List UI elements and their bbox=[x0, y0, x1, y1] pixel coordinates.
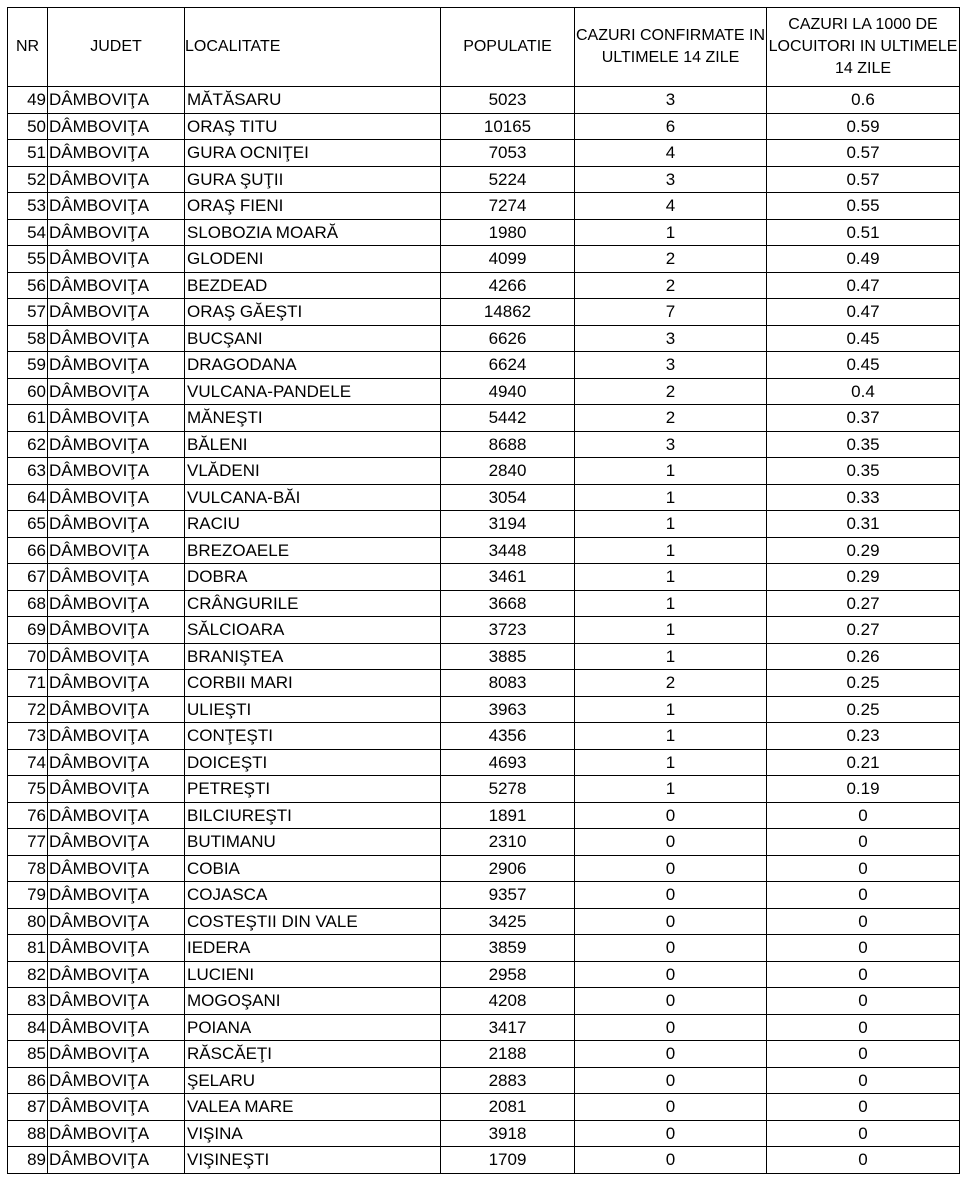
header-populatie: POPULATIE bbox=[441, 8, 575, 87]
cell-cases: 1 bbox=[575, 617, 767, 644]
cell-cases: 0 bbox=[575, 855, 767, 882]
cell-populatie: 3194 bbox=[441, 511, 575, 538]
cell-judet: DÂMBOVIŢA bbox=[48, 537, 185, 564]
cell-rate: 0.27 bbox=[767, 617, 960, 644]
cell-rate: 0.19 bbox=[767, 776, 960, 803]
cell-rate: 0 bbox=[767, 1041, 960, 1068]
cell-nr: 57 bbox=[8, 299, 48, 326]
cell-cases: 0 bbox=[575, 935, 767, 962]
cell-nr: 73 bbox=[8, 723, 48, 750]
cell-populatie: 5023 bbox=[441, 87, 575, 114]
cell-rate: 0 bbox=[767, 961, 960, 988]
cell-nr: 85 bbox=[8, 1041, 48, 1068]
table-row bbox=[8, 749, 960, 776]
cell-rate: 0.29 bbox=[767, 564, 960, 591]
table-row bbox=[8, 935, 960, 962]
table-row bbox=[8, 643, 960, 670]
cell-nr: 58 bbox=[8, 325, 48, 352]
cell-populatie: 4356 bbox=[441, 723, 575, 750]
cell-rate: 0.35 bbox=[767, 431, 960, 458]
cell-populatie: 4099 bbox=[441, 246, 575, 273]
cell-judet: DÂMBOVIŢA bbox=[48, 670, 185, 697]
cell-rate: 0.49 bbox=[767, 246, 960, 273]
cell-nr: 79 bbox=[8, 882, 48, 909]
cell-judet: DÂMBOVIŢA bbox=[48, 405, 185, 432]
cell-judet: DÂMBOVIŢA bbox=[48, 988, 185, 1015]
cell-localitate: DRAGODANA bbox=[185, 352, 441, 379]
cell-localitate: ULIEŞTI bbox=[185, 696, 441, 723]
header-row bbox=[8, 8, 960, 87]
cell-cases: 2 bbox=[575, 405, 767, 432]
cell-judet: DÂMBOVIŢA bbox=[48, 961, 185, 988]
cell-nr: 70 bbox=[8, 643, 48, 670]
cell-localitate: VIŞINA bbox=[185, 1120, 441, 1147]
table-row bbox=[8, 1120, 960, 1147]
cell-nr: 67 bbox=[8, 564, 48, 591]
cell-nr: 82 bbox=[8, 961, 48, 988]
cell-populatie: 2906 bbox=[441, 855, 575, 882]
cell-cases: 1 bbox=[575, 458, 767, 485]
cell-localitate: IEDERA bbox=[185, 935, 441, 962]
table-row bbox=[8, 1094, 960, 1121]
cell-populatie: 1980 bbox=[441, 219, 575, 246]
table-row bbox=[8, 1147, 960, 1174]
cell-judet: DÂMBOVIŢA bbox=[48, 1120, 185, 1147]
cell-populatie: 9357 bbox=[441, 882, 575, 909]
cell-populatie: 3668 bbox=[441, 590, 575, 617]
cell-cases: 6 bbox=[575, 113, 767, 140]
table-row bbox=[8, 564, 960, 591]
cell-rate: 0 bbox=[767, 1094, 960, 1121]
table-body bbox=[8, 87, 960, 1174]
table-row bbox=[8, 961, 960, 988]
cell-cases: 4 bbox=[575, 140, 767, 167]
cell-cases: 3 bbox=[575, 166, 767, 193]
cell-localitate: VLĂDENI bbox=[185, 458, 441, 485]
cell-nr: 75 bbox=[8, 776, 48, 803]
cell-localitate: BILCIUREŞTI bbox=[185, 802, 441, 829]
cell-nr: 78 bbox=[8, 855, 48, 882]
cell-cases: 2 bbox=[575, 246, 767, 273]
cell-cases: 0 bbox=[575, 882, 767, 909]
table-row bbox=[8, 272, 960, 299]
cell-rate: 0 bbox=[767, 1014, 960, 1041]
table-row bbox=[8, 458, 960, 485]
table-row bbox=[8, 87, 960, 114]
cell-populatie: 8083 bbox=[441, 670, 575, 697]
cell-localitate: RACIU bbox=[185, 511, 441, 538]
table-row bbox=[8, 219, 960, 246]
cell-nr: 61 bbox=[8, 405, 48, 432]
cell-localitate: SLOBOZIA MOARĂ bbox=[185, 219, 441, 246]
cell-localitate: CONŢEŞTI bbox=[185, 723, 441, 750]
cell-populatie: 2081 bbox=[441, 1094, 575, 1121]
cell-cases: 3 bbox=[575, 87, 767, 114]
cell-cases: 0 bbox=[575, 1094, 767, 1121]
cell-cases: 1 bbox=[575, 696, 767, 723]
cell-judet: DÂMBOVIŢA bbox=[48, 166, 185, 193]
cell-rate: 0.57 bbox=[767, 166, 960, 193]
header-rate-per-1000: CAZURI LA 1000 DE LOCUITORI IN ULTIMELE 14 ZILE bbox=[767, 8, 960, 87]
cell-populatie: 3918 bbox=[441, 1120, 575, 1147]
cell-judet: DÂMBOVIŢA bbox=[48, 643, 185, 670]
cell-populatie: 14862 bbox=[441, 299, 575, 326]
cell-localitate: VALEA MARE bbox=[185, 1094, 441, 1121]
cell-judet: DÂMBOVIŢA bbox=[48, 696, 185, 723]
header-judet: JUDET bbox=[48, 8, 185, 87]
cell-cases: 3 bbox=[575, 352, 767, 379]
table-row bbox=[8, 1041, 960, 1068]
cell-cases: 7 bbox=[575, 299, 767, 326]
header-nr: NR bbox=[8, 8, 48, 87]
cell-localitate: BEZDEAD bbox=[185, 272, 441, 299]
cell-nr: 86 bbox=[8, 1067, 48, 1094]
cell-cases: 1 bbox=[575, 484, 767, 511]
cell-cases: 1 bbox=[575, 564, 767, 591]
cell-judet: DÂMBOVIŢA bbox=[48, 935, 185, 962]
cell-populatie: 1709 bbox=[441, 1147, 575, 1174]
cell-localitate: ORAŞ GĂEŞTI bbox=[185, 299, 441, 326]
cell-cases: 1 bbox=[575, 219, 767, 246]
cell-localitate: ŞELARU bbox=[185, 1067, 441, 1094]
cell-localitate: DOICEŞTI bbox=[185, 749, 441, 776]
cell-populatie: 2188 bbox=[441, 1041, 575, 1068]
cell-rate: 0.59 bbox=[767, 113, 960, 140]
cell-judet: DÂMBOVIŢA bbox=[48, 431, 185, 458]
cell-nr: 49 bbox=[8, 87, 48, 114]
cell-nr: 89 bbox=[8, 1147, 48, 1174]
cell-judet: DÂMBOVIŢA bbox=[48, 882, 185, 909]
table-row bbox=[8, 776, 960, 803]
cell-localitate: VULCANA-PANDELE bbox=[185, 378, 441, 405]
cell-cases: 2 bbox=[575, 378, 767, 405]
cell-cases: 3 bbox=[575, 325, 767, 352]
cell-cases: 4 bbox=[575, 193, 767, 220]
cell-rate: 0 bbox=[767, 908, 960, 935]
cell-rate: 0.45 bbox=[767, 325, 960, 352]
data-table bbox=[7, 7, 960, 1174]
table-row bbox=[8, 1014, 960, 1041]
cell-cases: 0 bbox=[575, 961, 767, 988]
cell-localitate: COJASCA bbox=[185, 882, 441, 909]
cell-rate: 0.45 bbox=[767, 352, 960, 379]
cell-rate: 0.29 bbox=[767, 537, 960, 564]
cell-rate: 0 bbox=[767, 855, 960, 882]
cell-judet: DÂMBOVIŢA bbox=[48, 1094, 185, 1121]
cell-cases: 2 bbox=[575, 670, 767, 697]
cell-populatie: 1891 bbox=[441, 802, 575, 829]
cell-nr: 74 bbox=[8, 749, 48, 776]
cell-rate: 0 bbox=[767, 988, 960, 1015]
cell-judet: DÂMBOVIŢA bbox=[48, 87, 185, 114]
cell-cases: 0 bbox=[575, 1041, 767, 1068]
cell-nr: 56 bbox=[8, 272, 48, 299]
cell-judet: DÂMBOVIŢA bbox=[48, 193, 185, 220]
cell-localitate: COSTEŞTII DIN VALE bbox=[185, 908, 441, 935]
cell-judet: DÂMBOVIŢA bbox=[48, 458, 185, 485]
cell-cases: 0 bbox=[575, 802, 767, 829]
table-row bbox=[8, 140, 960, 167]
cell-rate: 0.55 bbox=[767, 193, 960, 220]
cell-localitate: CORBII MARI bbox=[185, 670, 441, 697]
cell-judet: DÂMBOVIŢA bbox=[48, 908, 185, 935]
cell-nr: 80 bbox=[8, 908, 48, 935]
cell-populatie: 7274 bbox=[441, 193, 575, 220]
cell-rate: 0 bbox=[767, 1147, 960, 1174]
cell-cases: 1 bbox=[575, 511, 767, 538]
table-row bbox=[8, 908, 960, 935]
cell-localitate: BRANIŞTEA bbox=[185, 643, 441, 670]
table-row bbox=[8, 193, 960, 220]
cell-rate: 0.23 bbox=[767, 723, 960, 750]
cell-nr: 59 bbox=[8, 352, 48, 379]
table-row bbox=[8, 299, 960, 326]
cell-rate: 0 bbox=[767, 829, 960, 856]
cell-rate: 0.57 bbox=[767, 140, 960, 167]
cell-nr: 63 bbox=[8, 458, 48, 485]
cell-judet: DÂMBOVIŢA bbox=[48, 564, 185, 591]
cell-cases: 0 bbox=[575, 1147, 767, 1174]
cell-nr: 71 bbox=[8, 670, 48, 697]
cell-rate: 0 bbox=[767, 802, 960, 829]
cell-populatie: 4693 bbox=[441, 749, 575, 776]
cell-rate: 0.35 bbox=[767, 458, 960, 485]
cell-judet: DÂMBOVIŢA bbox=[48, 140, 185, 167]
table-row bbox=[8, 431, 960, 458]
cell-populatie: 5224 bbox=[441, 166, 575, 193]
cell-cases: 1 bbox=[575, 749, 767, 776]
cell-populatie: 3461 bbox=[441, 564, 575, 591]
cell-nr: 88 bbox=[8, 1120, 48, 1147]
cell-judet: DÂMBOVIŢA bbox=[48, 299, 185, 326]
cell-judet: DÂMBOVIŢA bbox=[48, 802, 185, 829]
table-row bbox=[8, 670, 960, 697]
cell-judet: DÂMBOVIŢA bbox=[48, 776, 185, 803]
cell-populatie: 5278 bbox=[441, 776, 575, 803]
header-cases-14-days: CAZURI CONFIRMATE IN ULTIMELE 14 ZILE bbox=[575, 8, 767, 87]
cell-nr: 84 bbox=[8, 1014, 48, 1041]
cell-nr: 65 bbox=[8, 511, 48, 538]
table-row bbox=[8, 882, 960, 909]
cell-localitate: LUCIENI bbox=[185, 961, 441, 988]
cell-localitate: VULCANA-BĂI bbox=[185, 484, 441, 511]
cell-populatie: 2883 bbox=[441, 1067, 575, 1094]
cell-rate: 0.47 bbox=[767, 299, 960, 326]
cell-localitate: VIŞINEŞTI bbox=[185, 1147, 441, 1174]
cell-rate: 0.6 bbox=[767, 87, 960, 114]
cell-localitate: GURA ŞUŢII bbox=[185, 166, 441, 193]
cell-judet: DÂMBOVIŢA bbox=[48, 113, 185, 140]
cell-localitate: SĂLCIOARA bbox=[185, 617, 441, 644]
cell-judet: DÂMBOVIŢA bbox=[48, 246, 185, 273]
table-row bbox=[8, 405, 960, 432]
cell-localitate: CRÂNGURILE bbox=[185, 590, 441, 617]
cell-nr: 64 bbox=[8, 484, 48, 511]
cell-judet: DÂMBOVIŢA bbox=[48, 352, 185, 379]
cell-populatie: 8688 bbox=[441, 431, 575, 458]
cell-rate: 0.26 bbox=[767, 643, 960, 670]
cell-localitate: ORAŞ TITU bbox=[185, 113, 441, 140]
cell-rate: 0.47 bbox=[767, 272, 960, 299]
cell-nr: 76 bbox=[8, 802, 48, 829]
cell-localitate: BUTIMANU bbox=[185, 829, 441, 856]
cell-nr: 87 bbox=[8, 1094, 48, 1121]
cell-judet: DÂMBOVIŢA bbox=[48, 723, 185, 750]
cell-localitate: MOGOŞANI bbox=[185, 988, 441, 1015]
cell-nr: 77 bbox=[8, 829, 48, 856]
cell-cases: 1 bbox=[575, 643, 767, 670]
cell-nr: 81 bbox=[8, 935, 48, 962]
cell-populatie: 6626 bbox=[441, 325, 575, 352]
table-row bbox=[8, 484, 960, 511]
cell-judet: DÂMBOVIŢA bbox=[48, 378, 185, 405]
cell-judet: DÂMBOVIŢA bbox=[48, 617, 185, 644]
cell-cases: 0 bbox=[575, 1067, 767, 1094]
cell-cases: 0 bbox=[575, 988, 767, 1015]
cell-nr: 55 bbox=[8, 246, 48, 273]
cell-cases: 0 bbox=[575, 1014, 767, 1041]
cell-judet: DÂMBOVIŢA bbox=[48, 1067, 185, 1094]
cell-populatie: 3425 bbox=[441, 908, 575, 935]
cell-cases: 0 bbox=[575, 829, 767, 856]
cell-nr: 66 bbox=[8, 537, 48, 564]
cell-judet: DÂMBOVIŢA bbox=[48, 590, 185, 617]
cell-localitate: ORAŞ FIENI bbox=[185, 193, 441, 220]
cell-cases: 1 bbox=[575, 723, 767, 750]
cell-populatie: 4266 bbox=[441, 272, 575, 299]
cell-judet: DÂMBOVIŢA bbox=[48, 219, 185, 246]
cell-rate: 0.21 bbox=[767, 749, 960, 776]
cell-populatie: 3448 bbox=[441, 537, 575, 564]
table-row bbox=[8, 378, 960, 405]
cell-cases: 1 bbox=[575, 590, 767, 617]
cell-nr: 62 bbox=[8, 431, 48, 458]
table-header bbox=[8, 8, 960, 87]
cell-nr: 60 bbox=[8, 378, 48, 405]
cell-localitate: COBIA bbox=[185, 855, 441, 882]
cell-localitate: POIANA bbox=[185, 1014, 441, 1041]
cell-rate: 0.25 bbox=[767, 670, 960, 697]
cell-judet: DÂMBOVIŢA bbox=[48, 749, 185, 776]
cell-populatie: 4940 bbox=[441, 378, 575, 405]
cell-rate: 0 bbox=[767, 1120, 960, 1147]
cell-localitate: DOBRA bbox=[185, 564, 441, 591]
cell-localitate: MĂTĂSARU bbox=[185, 87, 441, 114]
cell-localitate: BUCŞANI bbox=[185, 325, 441, 352]
cell-populatie: 4208 bbox=[441, 988, 575, 1015]
cell-rate: 0 bbox=[767, 882, 960, 909]
cell-populatie: 3885 bbox=[441, 643, 575, 670]
cell-rate: 0.27 bbox=[767, 590, 960, 617]
cell-nr: 54 bbox=[8, 219, 48, 246]
cell-nr: 51 bbox=[8, 140, 48, 167]
cell-nr: 83 bbox=[8, 988, 48, 1015]
cell-judet: DÂMBOVIŢA bbox=[48, 1041, 185, 1068]
cell-cases: 0 bbox=[575, 1120, 767, 1147]
cell-populatie: 6624 bbox=[441, 352, 575, 379]
cell-localitate: BĂLENI bbox=[185, 431, 441, 458]
table-row bbox=[8, 829, 960, 856]
cell-nr: 72 bbox=[8, 696, 48, 723]
table-row bbox=[8, 617, 960, 644]
table-row bbox=[8, 696, 960, 723]
cell-populatie: 7053 bbox=[441, 140, 575, 167]
cell-populatie: 3963 bbox=[441, 696, 575, 723]
cell-populatie: 3054 bbox=[441, 484, 575, 511]
table-row bbox=[8, 723, 960, 750]
cell-rate: 0.4 bbox=[767, 378, 960, 405]
cell-populatie: 10165 bbox=[441, 113, 575, 140]
table-row bbox=[8, 325, 960, 352]
table-row bbox=[8, 511, 960, 538]
cell-cases: 1 bbox=[575, 776, 767, 803]
cell-populatie: 3859 bbox=[441, 935, 575, 962]
cell-nr: 68 bbox=[8, 590, 48, 617]
cell-nr: 53 bbox=[8, 193, 48, 220]
cell-cases: 0 bbox=[575, 908, 767, 935]
cell-judet: DÂMBOVIŢA bbox=[48, 484, 185, 511]
table-row bbox=[8, 166, 960, 193]
cell-judet: DÂMBOVIŢA bbox=[48, 1014, 185, 1041]
cell-rate: 0 bbox=[767, 935, 960, 962]
cell-judet: DÂMBOVIŢA bbox=[48, 272, 185, 299]
cell-rate: 0.51 bbox=[767, 219, 960, 246]
header-localitate: LOCALITATE bbox=[185, 8, 441, 87]
cell-localitate: MĂNEŞTI bbox=[185, 405, 441, 432]
cell-judet: DÂMBOVIŢA bbox=[48, 1147, 185, 1174]
cell-rate: 0.25 bbox=[767, 696, 960, 723]
cell-nr: 50 bbox=[8, 113, 48, 140]
cell-localitate: GLODENI bbox=[185, 246, 441, 273]
cell-cases: 1 bbox=[575, 537, 767, 564]
cell-localitate: BREZOAELE bbox=[185, 537, 441, 564]
cell-populatie: 2310 bbox=[441, 829, 575, 856]
cell-populatie: 5442 bbox=[441, 405, 575, 432]
cell-rate: 0.33 bbox=[767, 484, 960, 511]
table-row bbox=[8, 590, 960, 617]
table-row bbox=[8, 352, 960, 379]
cell-nr: 52 bbox=[8, 166, 48, 193]
cell-judet: DÂMBOVIŢA bbox=[48, 829, 185, 856]
cell-localitate: GURA OCNIŢEI bbox=[185, 140, 441, 167]
cell-populatie: 2958 bbox=[441, 961, 575, 988]
cell-localitate: RĂSCĂEŢI bbox=[185, 1041, 441, 1068]
cell-localitate: PETREŞTI bbox=[185, 776, 441, 803]
table-row bbox=[8, 802, 960, 829]
cell-judet: DÂMBOVIŢA bbox=[48, 511, 185, 538]
table-row bbox=[8, 855, 960, 882]
cell-populatie: 3417 bbox=[441, 1014, 575, 1041]
cell-judet: DÂMBOVIŢA bbox=[48, 855, 185, 882]
cell-nr: 69 bbox=[8, 617, 48, 644]
table-row bbox=[8, 1067, 960, 1094]
cell-judet: DÂMBOVIŢA bbox=[48, 325, 185, 352]
cell-populatie: 3723 bbox=[441, 617, 575, 644]
table-row bbox=[8, 246, 960, 273]
table-row bbox=[8, 113, 960, 140]
table-row bbox=[8, 988, 960, 1015]
table-row bbox=[8, 537, 960, 564]
cell-rate: 0 bbox=[767, 1067, 960, 1094]
cell-populatie: 2840 bbox=[441, 458, 575, 485]
cell-rate: 0.31 bbox=[767, 511, 960, 538]
cell-rate: 0.37 bbox=[767, 405, 960, 432]
cell-cases: 2 bbox=[575, 272, 767, 299]
cell-cases: 3 bbox=[575, 431, 767, 458]
